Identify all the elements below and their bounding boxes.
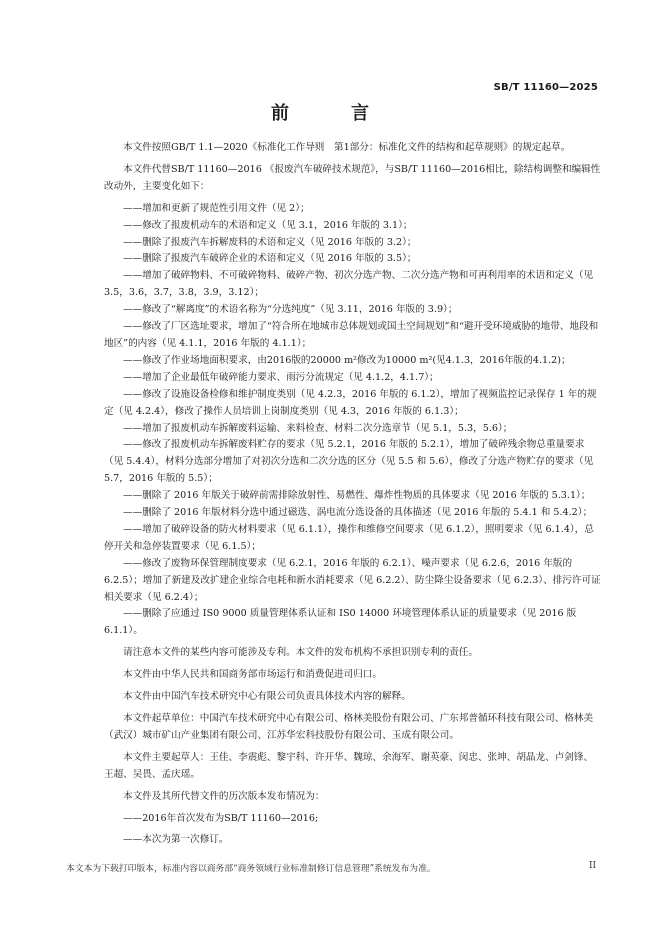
change-item: ——修改了厂区选址要求，增加了“符合所在地城市总体规划或国土空间规划”和“避开受环境威胁的地带、地段和地区”的内容（见 4.1.1，2016 年版的 4.1.1）；: [104, 321, 599, 349]
statement-paragraph: 请注意本文件的某些内容可能涉及专利。本文件的发布机构不承担识别专利的责任。: [123, 647, 478, 659]
change-item: ——修改了“解离度”的术语名称为“分选纯度”（见 3.11，2016 年版的 3.9）；: [123, 304, 458, 316]
foreword-body: [104, 140, 602, 849]
page-title: 前 言: [271, 103, 391, 124]
intro-paragraph: 本文件按照GB/T 1.1—2020《标准化工作导则 第1部分：标准化文件的结构和起草规则》的规定起草。: [123, 142, 571, 153]
change-item: ——删除了应通过 IS0 9000 质量管理体系认证和 IS0 14000 环境管理体系认证的质量要求（见 2016 版 6.1.1）。: [104, 608, 577, 637]
history-item: ——本次为第一次修订。: [123, 834, 229, 846]
change-item: ——删除了 2016 年版关于破碎前需排除放射性、易燃性、爆炸性物质的具体要求（见 2016 年版的 5.3.1）；: [123, 490, 591, 502]
change-item: ——删除了报废汽车破碎企业的术语和定义（见 2016 年版的 3.5）；: [123, 253, 417, 265]
change-item: ——修改了设施设备检修和维护制度类别（见 4.2.3，2016 年版的 6.1.2），增加了视频监控记录保存 1 年的规定（见 4.2.4），修改了操作人员培训上岗制度类别（见 4.3，2016 年版的 6.1.3）；: [104, 388, 597, 417]
footer-note: 本文本为下载打印版本，标准内容以商务部“商务领域行业标准制修订信息管理”系统发布为准。: [66, 864, 436, 874]
change-item: ——增加了报废机动车拆解废料运输、来料检查、材料二次分选章节（见 5.1，5.3，5.6）；: [123, 422, 513, 434]
statement-paragraph: 本文件由中华人民共和国商务部市场运行和消费促进司归口。: [123, 669, 383, 681]
page-number: II: [589, 861, 596, 871]
statement-paragraph: 本文件起草单位：中国汽车技术研究中心有限公司、格林美股份有限公司、广东邦普循环科技有限公司、格林美（武汉）城市矿山产业集团有限公司、江苏华宏科技股份有限公司、玉成有限公司。: [104, 713, 594, 741]
statement-paragraph: 本文件及其所代替文件的历次版本发布情况为：: [123, 790, 325, 802]
change-item: ——修改了废物环保管理制度要求（见 6.2.1，2016 年版的 6.2.1）、噪声要求（见 6.2.6，2016 年版的 6.2.5）；增加了新建及改扩建企业综合电耗和新水消耗要求（见 6.2.2）、防尘降尘设备要求（见 6.2.3）、排污许可证相关要求（见 6.2.4）；: [104, 557, 601, 603]
change-item: ——删除了报废汽车拆解废料的术语和定义（见 2016 年版的 3.2）；: [123, 236, 417, 248]
change-item: ——修改了报废机动车拆解废料贮存的要求（见 5.2.1，2016 年版的 5.2.1），增加了破碎残余物总重量要求（见 5.4.4），材料分选部分增加了对初次分选和二次分选的区分（见 5.5 和 5.6），修改了分选产物贮存的要求（见 5.7，2016 年版的 5.5）；: [104, 439, 594, 485]
change-item: ——增加了企业最低年破碎能力要求、雨污分流规定（见 4.1.2，4.1.7）；: [123, 371, 439, 383]
history-item: ——2016年首次发布为SB/T 11160—2016;: [123, 812, 319, 824]
intro-paragraph: 本文件代替SB/T 11160—2016 《报废汽车破碎技术规范》，与SB/T 11160—2016相比，除结构调整和编辑性改动外，主要变化如下：: [104, 163, 601, 192]
change-item: ——修改了作业场地面积要求，由2016版的20000 m²修改为10000 m²(见4.1.3，2016年版的4.1.2)；: [123, 354, 571, 366]
change-item: ——删除了 2016 年版材料分选中通过磁选、涡电流分选设备的具体描述（见 2016 年版的 5.4.1 和 5.4.2）；: [123, 507, 593, 519]
change-item: ——增加了破碎设备的防火材料要求（见 6.1.1），操作和维修空间要求（见 6.1.2），照明要求（见 6.1.4），总停开关和急停装置要求（见 6.1.5）；: [104, 523, 594, 552]
change-item: ——修改了报废机动车的术语和定义（见 3.1，2016 年版的 3.1）；: [123, 219, 413, 231]
standard-code: SB/T 11160—2025: [493, 82, 598, 93]
statement-paragraph: 本文件由中国汽车技术研究中心有限公司负责具体技术内容的解释。: [123, 691, 411, 703]
change-item: ——增加和更新了规范性引用文件（见 2）；: [123, 202, 310, 214]
change-item: ——增加了破碎物料、不可破碎物料、破碎产物、初次分选产物、二次分选产物和可再利用率的术语和定义（见 3.5，3.6，3.7，3.8，3.9，3.12）；: [104, 270, 594, 299]
statement-paragraph: 本文件主要起草人：王佳、李震彪、黎宇科、许开华、魏琼、余海军、谢英豪、闵忠、张坤、胡晶龙、卢剑锋、王超、吴畏、孟庆瑶。: [104, 751, 594, 780]
